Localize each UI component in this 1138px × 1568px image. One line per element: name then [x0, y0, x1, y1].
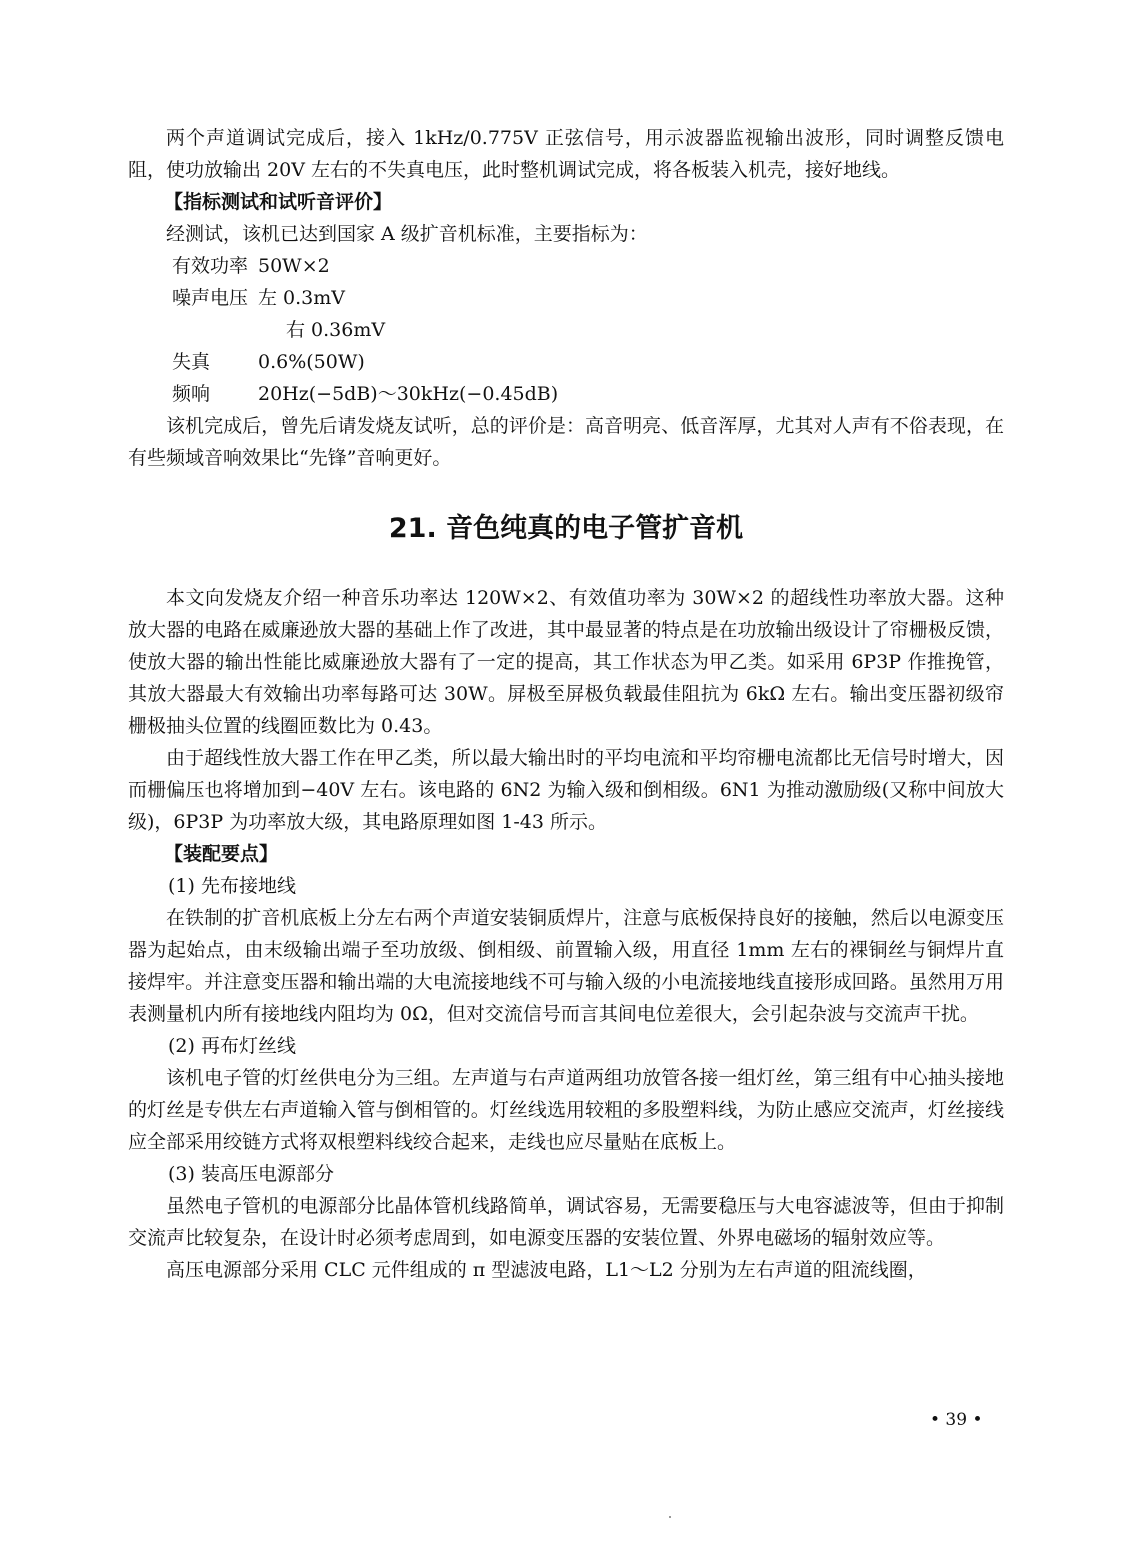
numbered-subheading: (2) 再布灯丝线: [168, 1035, 296, 1057]
intro-paragraph: 该机完成后，曾先后请发烧友试听，总的评价是：高音明亮、低音浑厚，尤其对人声有不俗表现，在有些频域音响效果比“先锋”音响更好。: [128, 415, 1004, 469]
body-paragraph: 由于超线性放大器工作在甲乙类，所以最大输出时的平均电流和平均帘栅电流都比无信号时增大，因而栅偏压也将增加到−40V 左右。该电路的 6N2 为输入级和倒相级。6N1 为推动激励级(又称中间放大级)，6P3P 为功率放大级，其电路原理如图 1-43 所示。: [128, 747, 1004, 833]
spec-row: [128, 250, 1004, 282]
numbered-subheading: (1) 先布接地线: [168, 875, 296, 897]
spec-key: 失真: [172, 351, 211, 373]
spec-row: [128, 346, 1004, 378]
spec-value: 右 0.36mV: [286, 319, 386, 341]
section-subheading: 【装配要点】: [164, 843, 279, 865]
section-subheading: 【指标测试和试听音评价】: [164, 191, 393, 213]
body-paragraph: 高压电源部分采用 CLC 元件组成的 π 型滤波电路，L1～L2 分别为左右声道的阻流线圈，: [166, 1259, 927, 1281]
scan-speck: [669, 1516, 671, 1518]
body-paragraph: 虽然电子管机的电源部分比晶体管机线路简单，调试容易，无需要稳压与大电容滤波等，但由于抑制交流声比较复杂，在设计时必须考虑周到，如电源变压器的安装位置、外界电磁场的辐射效应等。: [128, 1195, 1004, 1249]
numbered-subheading: (3) 装高压电源部分: [168, 1163, 334, 1185]
spec-value: 左 0.3mV: [258, 287, 345, 309]
spec-row: [128, 378, 1004, 410]
intro-paragraph: 两个声道调试完成后，接入 1kHz/0.775V 正弦信号，用示波器监视输出波形，同时调整反馈电阻，使功放输出 20V 左右的不失真电压，此时整机调试完成，将各板装入机壳，接好地线。: [128, 127, 1004, 181]
body-paragraph: 在铁制的扩音机底板上分左右两个声道安装铜质焊片，注意与底板保持良好的接触，然后以电源变压器为起始点，由末级输出端子至功放级、倒相级、前置输入级，用直径 1mm 左右的裸铜丝与铜焊片直接焊牢。并注意变压器和输出端的大电流接地线不可与输入级的小电流接地线直接形成回路。虽然用万用表测量机内所有接地线内阻均为 0Ω，但对交流信号而言其间电位差很大，会引起杂波与交流声干扰。: [128, 907, 1004, 1025]
page-number: • 39 •: [930, 1410, 983, 1430]
page-body: [128, 122, 1004, 1286]
spec-value: 50W×2: [258, 255, 330, 277]
body-paragraph: 本文向发烧友介绍一种音乐功率达 120W×2、有效值功率为 30W×2 的超线性功率放大器。这种放大器的电路在威廉逊放大器的基础上作了改进，其中最显著的特点是在功放输出级设计了帘栅极反馈，使放大器的输出性能比威廉逊放大器有了一定的提高，其工作状态为甲乙类。如采用 6P3P 作推挽管，其放大器最大有效输出功率每路可达 30W。屏极至屏极负载最佳阻抗为 6kΩ 左右。输出变压器初级帘栅极抽头位置的线圈匝数比为 0.43。: [128, 587, 1004, 737]
spec-key: 有效功率: [172, 255, 249, 277]
spec-row: [128, 314, 1004, 346]
intro-paragraph: 经测试，该机已达到国家 A 级扩音机标准，主要指标为：: [166, 223, 648, 245]
section-title: 21. 音色纯真的电子管扩音机: [388, 513, 744, 544]
body-paragraph: 该机电子管的灯丝供电分为三组。左声道与右声道两组功放管各接一组灯丝，第三组有中心抽头接地的灯丝是专供左右声道输入管与倒相管的。灯丝线选用较粗的多股塑料线，为防止感应交流声，灯丝接线应全部采用绞链方式将双根塑料线绞合起来，走线也应尽量贴在底板上。: [128, 1067, 1004, 1153]
spec-value: 20Hz(−5dB)～30kHz(−0.45dB): [258, 383, 559, 405]
spec-value: 0.6%(50W): [258, 351, 365, 373]
spec-key: 噪声电压: [172, 287, 249, 309]
spec-key: 频响: [172, 383, 211, 405]
spec-row: [128, 282, 1004, 314]
